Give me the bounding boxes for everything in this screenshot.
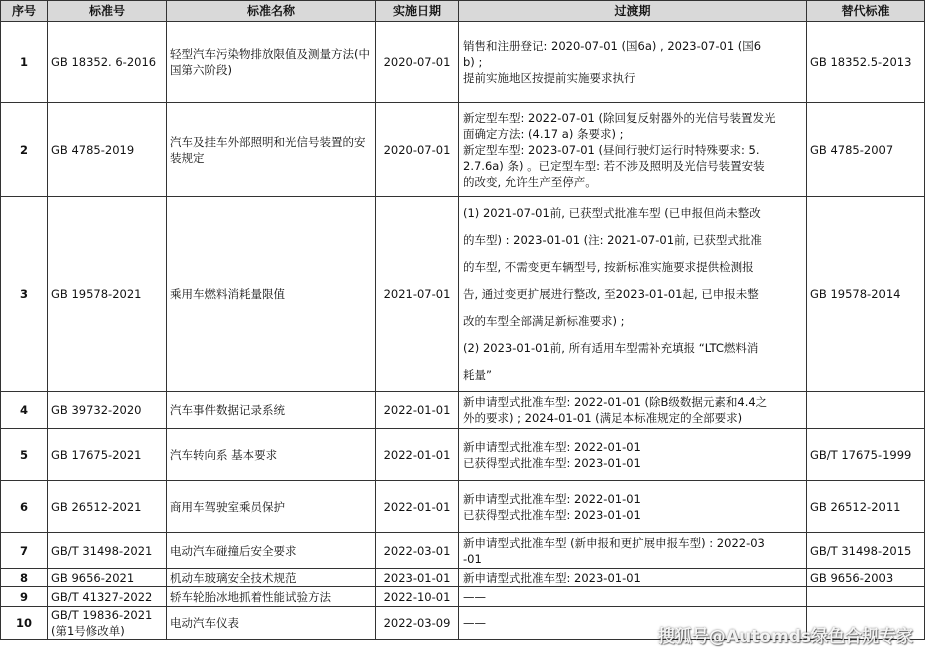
standard-name: 汽车转向系 基本要求 (167, 429, 376, 481)
row-number: 2 (1, 103, 48, 197)
header-transition: 过渡期 (459, 1, 807, 22)
transition-period (459, 533, 807, 569)
transition-line: (1) 2021-07-01前, 已获型式批准车型 (已申报但尚未整改 (463, 205, 761, 220)
header-code: 标准号 (48, 1, 167, 22)
transition-line: b) ; (463, 55, 483, 69)
effective-date: 2022-01-01 (376, 429, 459, 481)
standard-name: 机动车玻璃安全技术规范 (167, 569, 376, 587)
transition-line: 销售和注册登记: 2020-07-01 (国6a) , 2023-07-01 (国6 (463, 39, 762, 53)
transition-period (459, 392, 807, 429)
replaced-standard: GB 26512-2011 (807, 481, 925, 533)
row-number: 4 (1, 392, 48, 429)
replaced-standard: GB/T 17675-1999 (807, 429, 925, 481)
standard-code: GB 4785-2019 (48, 103, 167, 197)
effective-date: 2020-07-01 (376, 103, 459, 197)
table-row (1, 481, 925, 533)
row-number: 7 (1, 533, 48, 569)
transition-line: —— (463, 589, 486, 604)
row-number: 6 (1, 481, 48, 533)
effective-date: 2022-03-09 (376, 607, 459, 640)
effective-date: 2022-10-01 (376, 587, 459, 607)
watermark: 搜狐号@Automds绿色合规专家 (657, 627, 913, 647)
replaced-standard: GB 18352.5-2013 (807, 22, 925, 103)
standard-code: GB 39732-2020 (48, 392, 167, 429)
header-no: 序号 (1, 1, 48, 22)
transition-line: 新定型车型: 2023-07-01 (昼间行驶灯运行时特殊要求: 5. (463, 142, 760, 157)
transition-line: 外的要求) ; 2024-01-01 (满足本标准规定的全部要求) (463, 411, 743, 425)
transition-line: 告, 通过变更扩展进行整改, 至2023-01-01起, 已申报未整 (463, 286, 759, 301)
effective-date: 2021-07-01 (376, 197, 459, 392)
transition-line: 面确定方法: (4.17 a) 条要求) ; (463, 126, 624, 141)
standard-code: GB/T 41327-2022 (48, 587, 167, 607)
transition-period (459, 481, 807, 533)
transition-line: 新申请型式批准车型: 2022-01-01 (除B级数据元素和4.4之 (463, 395, 768, 409)
table-row (1, 392, 925, 429)
header-name: 标准名称 (167, 1, 376, 22)
replaced-standard (807, 392, 925, 429)
transition-line: 已获得型式批准车型: 2023-01-01 (463, 507, 641, 522)
transition-period (459, 569, 807, 587)
standard-code: GB 26512-2021 (48, 481, 167, 533)
transition-period (459, 103, 807, 197)
replaced-standard: GB 9656-2003 (807, 569, 925, 587)
transition-line: 的车型, 不需变更车辆型号, 按新标准实施要求提供检测报 (463, 259, 754, 274)
header-replaced: 替代标准 (807, 1, 925, 22)
standard-name: 商用车驾驶室乘员保护 (167, 481, 376, 533)
transition-line: 2.7.6a) 条) 。已定型车型: 若不涉及照明及光信号装置安装 (463, 158, 765, 173)
transition-line: 新定型车型: 2022-07-01 (除回复反射器外的光信号装置发光 (463, 110, 776, 125)
transition-period (459, 197, 807, 392)
table-row (1, 197, 925, 392)
transition-line: 提前实施地区按提前实施要求执行 (463, 71, 636, 85)
transition-line: 改的车型全部满足新标准要求) ; (463, 313, 625, 328)
table-row (1, 569, 925, 587)
row-number: 3 (1, 197, 48, 392)
replaced-standard: GB/T 31498-2015 (807, 533, 925, 569)
row-number: 8 (1, 569, 48, 587)
table-header-row (1, 1, 925, 22)
standard-name: 乘用车燃料消耗量限值 (167, 197, 376, 392)
standard-name: 汽车及挂车外部照明和光信号装置的安装规定 (167, 103, 376, 197)
effective-date: 2022-03-01 (376, 533, 459, 569)
standard-name: 汽车事件数据记录系统 (167, 392, 376, 429)
effective-date: 2023-01-01 (376, 569, 459, 587)
effective-date: 2020-07-01 (376, 22, 459, 103)
standard-name: 轿车轮胎冰地抓着性能试验方法 (167, 587, 376, 607)
row-number: 5 (1, 429, 48, 481)
table-row (1, 587, 925, 607)
transition-line: 新申请型式批准车型: 2022-01-01 (463, 491, 641, 506)
transition-line: 新申请型式批准车型: 2022-01-01 (463, 439, 641, 454)
replaced-standard: GB 4785-2007 (807, 103, 925, 197)
standard-name: 轻型汽车污染物排放限值及测量方法(中国第六阶段) (167, 22, 376, 103)
transition-line: 新申请型式批准车型 (新申报和更扩展申报车型) : 2022-03 (463, 535, 765, 550)
transition-line: 新申请型式批准车型: 2023-01-01 (463, 570, 641, 585)
row-number: 9 (1, 587, 48, 607)
transition-period (459, 587, 807, 607)
table-row (1, 429, 925, 481)
row-number: 1 (1, 22, 48, 103)
transition-line: —— (463, 616, 486, 630)
standard-name: 电动汽车碰撞后安全要求 (167, 533, 376, 569)
standard-code: GB/T 19836-2021 (第1号修改单) (48, 607, 167, 640)
row-number: 10 (1, 607, 48, 640)
table-row (1, 533, 925, 569)
transition-period (459, 429, 807, 481)
transition-line: 的车型) : 2023-01-01 (注: 2021-07-01前, 已获型式批准 (463, 232, 762, 247)
effective-date: 2022-01-01 (376, 481, 459, 533)
standard-code: GB 19578-2021 (48, 197, 167, 392)
standard-name: 电动汽车仪表 (167, 607, 376, 640)
transition-line: 已获得型式批准车型: 2023-01-01 (463, 455, 641, 470)
standard-code: GB 18352. 6-2016 (48, 22, 167, 103)
header-date: 实施日期 (376, 1, 459, 22)
replaced-standard: GB 19578-2014 (807, 197, 925, 392)
standard-code: GB 17675-2021 (48, 429, 167, 481)
table-row (1, 103, 925, 197)
transition-line: 的改变, 允许生产至停产。 (463, 174, 597, 189)
transition-period (459, 22, 807, 103)
transition-line: 耗量” (463, 367, 492, 382)
standard-code: GB/T 31498-2021 (48, 533, 167, 569)
table-row (1, 22, 925, 103)
standard-code: GB 9656-2021 (48, 569, 167, 587)
transition-line: (2) 2023-01-01前, 所有适用车型需补充填报 “LTC燃料消 (463, 340, 759, 355)
replaced-standard (807, 587, 925, 607)
effective-date: 2022-01-01 (376, 392, 459, 429)
transition-line: -01 (463, 551, 482, 566)
